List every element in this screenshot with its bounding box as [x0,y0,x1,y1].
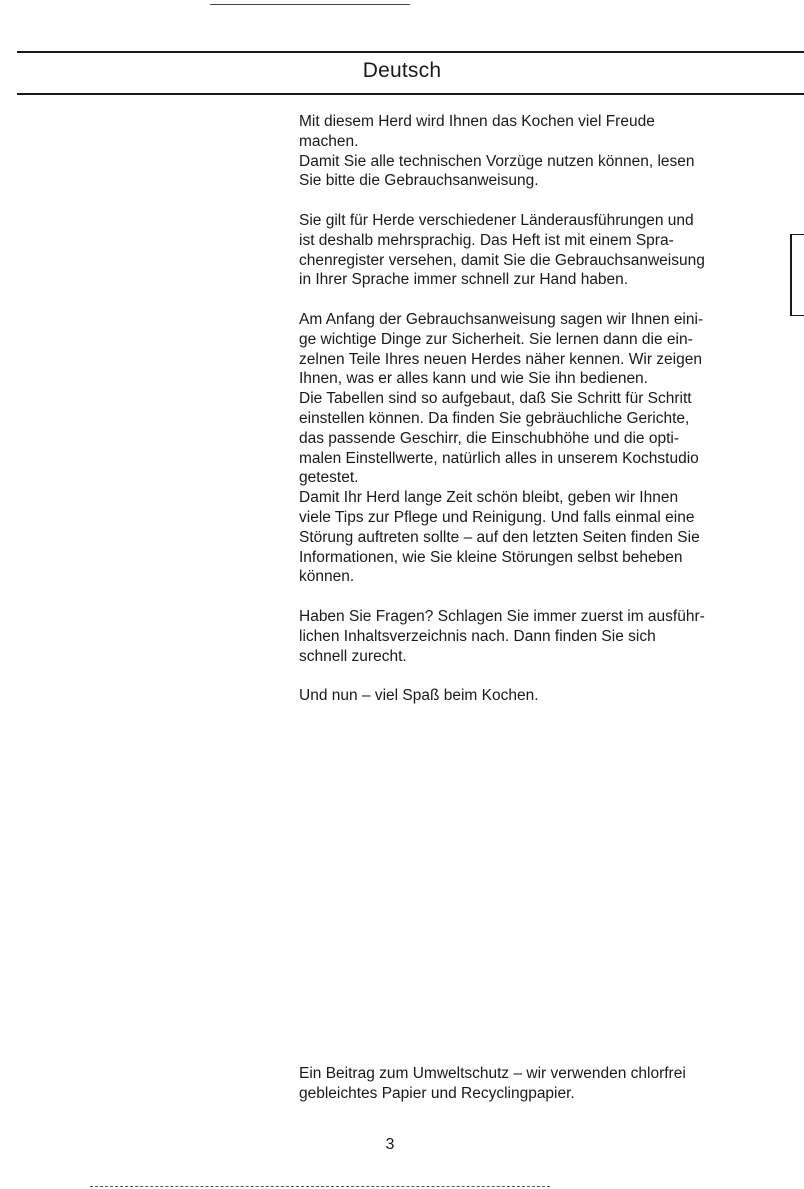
text-line: schnell zurecht. [299,647,407,665]
text-line: Störung auftreten sollte – auf den letzten Seiten finden Sie [299,528,700,546]
text-line: Informationen, wie Sie kleine Störungen selbst beheben [299,548,683,566]
text-line: ist deshalb mehrsprachig. Das Heft ist mit einem Spra- [299,231,674,249]
body-text [299,112,759,726]
text-line: ge wichtige Dinge zur Sicherheit. Sie lernen dann die ein- [299,330,693,348]
text-line: Ihnen, was er alles kann und wie Sie ihn bedienen. [299,370,648,388]
text-line: zelnen Teile Ihres neuen Herdes näher kennen. Wir zeigen [299,350,702,368]
text-line: Mit diesem Herd wird Ihnen das Kochen viel Freude [299,113,655,130]
text-line: in Ihrer Sprache immer schnell zur Hand haben. [299,271,629,289]
environment-note [299,1064,769,1104]
paragraph-overview [299,310,759,587]
text-line: können. [299,568,355,586]
paragraph-closing [299,686,759,706]
text-line: Sie gilt für Herde verschiedener Länderausführungen und [299,211,694,229]
paragraph-languages [299,211,759,290]
text-line: Damit Ihr Herd lange Zeit schön bleibt, geben wir Ihnen [299,489,679,507]
page-number: 3 [385,1136,395,1153]
header-rule-bottom [17,93,804,95]
margin-bracket [790,234,804,316]
scan-artifact-bottom-line [90,1186,550,1187]
text-line: lichen Inhaltsverzeichnis nach. Dann finden Sie sich [299,627,656,645]
text-line: machen. [299,132,359,150]
text-line: gebleichtes Papier und Recyclingpapier. [299,1085,575,1102]
text-line: Haben Sie Fragen? Schlagen Sie immer zuerst im ausführ- [299,607,705,625]
text-line: Und nun – viel Spaß beim Kochen. [299,687,539,705]
text-line: malen Einstellwerte, natürlich alles in unserem Kochstudio [299,449,699,467]
paragraph-intro [299,112,759,191]
text-line: das passende Geschirr, die Einschubhöhe und die opti- [299,429,679,447]
text-line: Die Tabellen sind so aufgebaut, daß Sie Schritt für Schritt [299,390,692,408]
section-title: Deutsch [362,59,442,82]
text-line: Am Anfang der Gebrauchsanweisung sagen wir Ihnen eini- [299,310,704,328]
text-line: Sie bitte die Gebrauchsanweisung. [299,172,539,190]
text-line: einstellen können. Da finden Sie gebräuchliche Gerichte, [299,409,690,427]
text-line: chenregister versehen, damit Sie die Gebrauchsanweisung [299,251,705,269]
paragraph-questions [299,607,759,666]
text-line: Damit Sie alle technischen Vorzüge nutzen können, lesen [299,152,695,170]
text-line: viele Tips zur Pflege und Reinigung. Und falls einmal eine [299,508,695,526]
text-line: Ein Beitrag zum Umweltschutz – wir verwenden chlorfrei [299,1065,686,1082]
text-line: getestet. [299,469,359,487]
scan-artifact-top-line [210,4,410,5]
header-rule-top [17,51,804,53]
